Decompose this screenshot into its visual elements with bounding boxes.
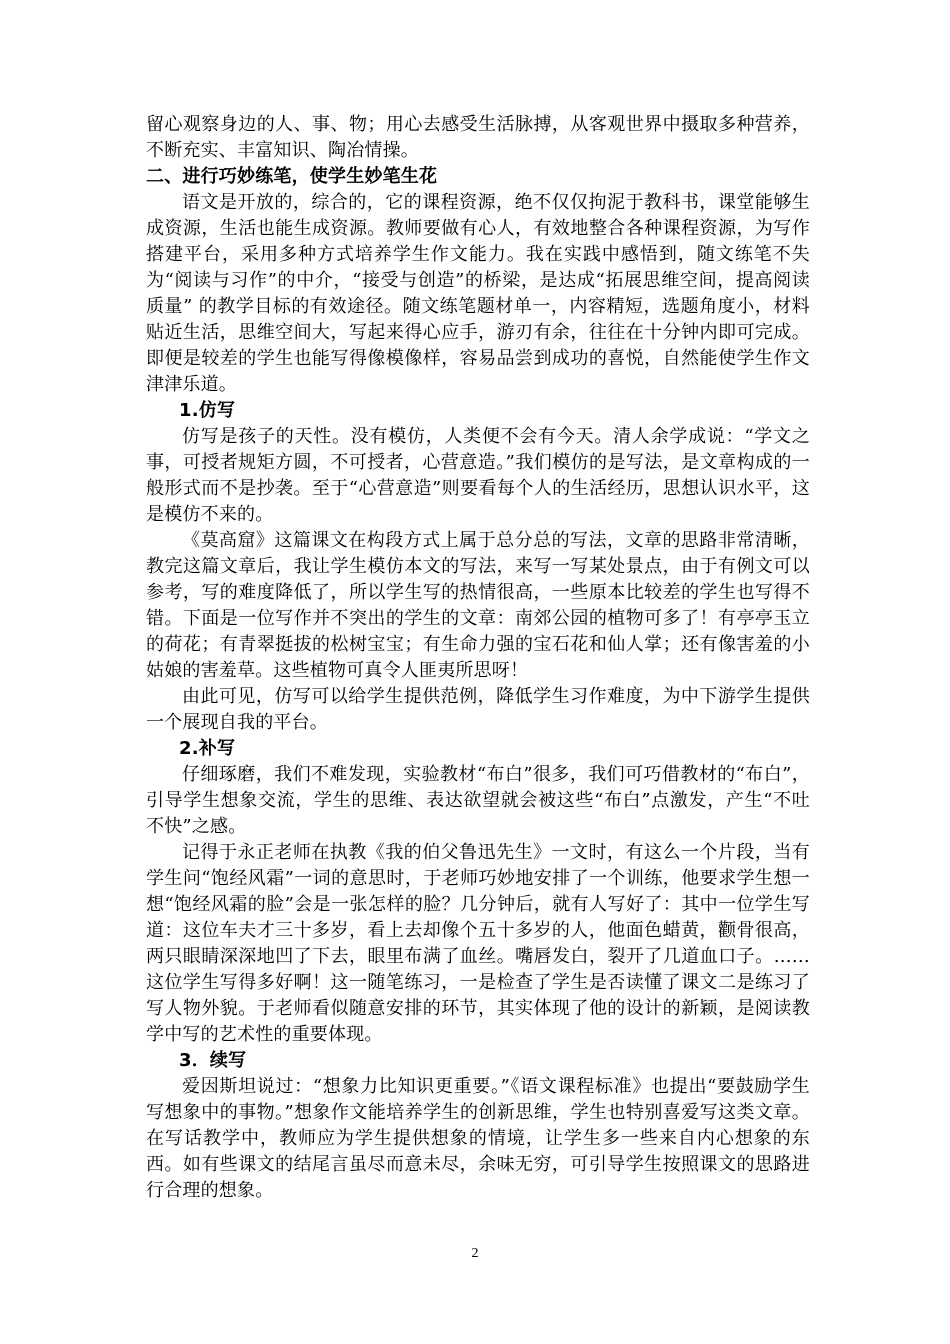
paragraph-supplement-2: 记得于永正老师在执教《我的伯父鲁迅先生》一文时，有这么一个片段，当有学生问“饱经风霜”一词的意思时，于老师巧妙地安排了一个训练，他要求学生想一想“饱经风霜的脸”会是一张怎样的脸？几分钟后，就有人写好了：其中一位学生写道：这位车夫才三十多岁，看上去却像个五十多岁的人，他面色蜡黄，颧骨很高，两只眼睛深深地凹了下去，眼里布满了血丝。嘴唇发白，裂开了几道血口子。……这位学生写得多好啊！这一随笔练习，一是检查了学生是否读懂了课文二是练习了写人物外貌。于老师看似随意安排的环节，其实体现了他的设计的新颖，是阅读教学中写的艺术性的重要体现。: [146, 842, 810, 1045]
paragraph-imitation-2: 《莫高窟》这篇课文在构段方式上属于总分总的写法，文章的思路非常清晰，教完这篇文章后，我让学生模仿本文的写法，来写一写某处景点，由于有例文可以参考，写的难度降低了，所以学生写的热情很高，一些原本比较差的学生也写得不错。下面是一位写作并不突出的学生的文章：南郊公园的植物可多了！有亭亭玉立的荷花；有青翠挺拔的松树宝宝；有生命力强的宝石花和仙人掌；还有像害羞的小姑娘的害羞草。这些植物可真令人匪夷所思呀！: [146, 530, 810, 681]
paragraph-supplement-1: 仔细琢磨，我们不难发现，实验教材“布白”很多，我们可巧借教材的“布白”，引导学生想象交流，学生的思维、表达欲望就会被这些“布白”点激发，产生“不吐不快”之感。: [146, 764, 810, 837]
section-heading-2: 二、进行巧妙练笔，使学生妙笔生花: [146, 166, 438, 187]
paragraph-intro: 语文是开放的，综合的，它的课程资源，绝不仅仅拘泥于教科书，课堂能够生成资源，生活也能生成资源。教师要做有心人，有效地整合各种课程资源，为写作搭建平台，采用多种方式培养学生作文能力。我在实践中感悟到，随文练笔不失为“阅读与习作”的中介，“接受与创造”的桥梁，是达成“拓展思维空间，提高阅读质量” 的教学目标的有效途径。随文练笔题材单一，内容精短，选题角度小，材料贴近生活，思维空间大，写起来得心应手，游刃有余，往往在十分钟内即可完成。即便是较差的学生也能写得像模像样，容易品尝到成功的喜悦，自然能使学生作文津津乐道。: [146, 192, 810, 395]
paragraph-continuation: 留心观察身边的人、事、物；用心去感受生活脉搏，从客观世界中摄取多种营养，不断充实、丰富知识、陶冶情操。: [146, 114, 810, 161]
paragraph-continuation-writing: 爱因斯坦说过：“想象力比知识更重要。”《语文课程标准》也提出“要鼓励学生写想象中的事物。”想象作文能培养学生的创新思维，学生也特别喜爱写这类文章。在写话教学中，教师应为学生提供想象的情境，让学生多一些来自内心想象的东西。如有些课文的结尾言虽尽而意未尽，余味无穷，可引导学生按照课文的思路进行合理的想象。: [146, 1076, 810, 1201]
paragraph-imitation-1: 仿写是孩子的天性。没有模仿，人类便不会有今天。清人余学成说：“学文之事，可授者规矩方圆，不可授者，心营意造。”我们模仿的是写法，是文章构成的一般形式而不是抄袭。至于“心营意造”则要看每个人的生活经历，思想认识水平，这是模仿不来的。: [146, 426, 810, 525]
subheading-supplement-writing: 2.补写: [179, 738, 236, 759]
page-number: 2: [471, 1246, 479, 1261]
subheading-continuation-writing: 3．续写: [179, 1050, 247, 1071]
paragraph-imitation-3: 由此可见，仿写可以给学生提供范例，降低学生习作难度，为中下游学生提供一个展现自我的平台。: [146, 686, 810, 733]
subheading-imitation-writing: 1.仿写: [179, 400, 236, 421]
document-body: [146, 112, 810, 1204]
